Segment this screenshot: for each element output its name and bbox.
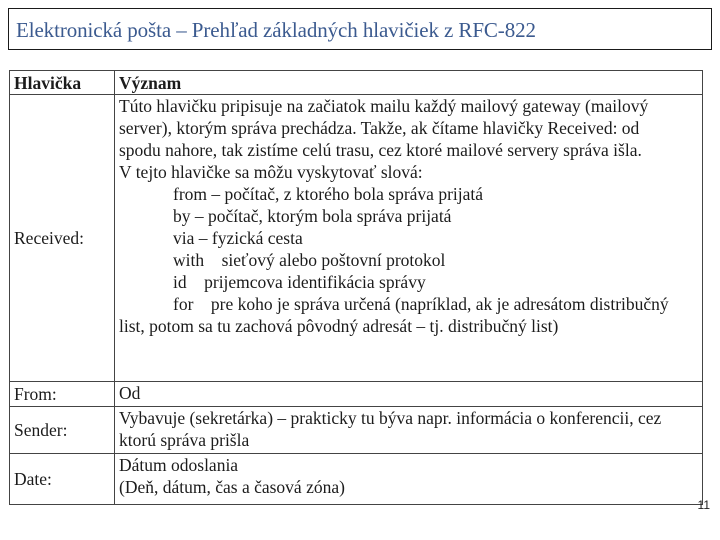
- meaning-line: via – fyzická cesta: [173, 228, 303, 248]
- column-header-vyznam: Význam: [115, 71, 703, 95]
- meaning-line: Túto hlavičku pripisuje na začiatok mailu každý mailový gateway (mailový: [119, 96, 649, 116]
- meaning-line: by – počítač, ktorým bola správa prijatá: [173, 206, 452, 226]
- meaning-line: (Deň, dátum, čas a časová zóna): [119, 477, 345, 497]
- meaning-line: server), ktorým správa prechádza. Takže, ak čítame hlavičky Received: od: [119, 118, 640, 138]
- header-name-sender: Sender:: [10, 407, 115, 454]
- slide-title: Elektronická pošta – Prehľad základných hlavičiek z RFC-822: [16, 18, 536, 42]
- meaning-line: id prijemcova identifikácia správy: [173, 272, 426, 292]
- meaning-line: Od: [119, 383, 141, 403]
- meaning-line: list, potom sa tu zachová pôvodný adresát – tj. distribučný list): [119, 316, 559, 336]
- table-row-sender: [10, 407, 703, 454]
- meaning-from: [115, 382, 703, 407]
- meaning-sender: [115, 407, 703, 454]
- meaning-line: for pre koho je správa určená (napríklad, ak je adresátom distribučný: [173, 294, 669, 314]
- meaning-line: ktorú správa prišla: [119, 430, 250, 450]
- page-number: 11: [697, 498, 710, 512]
- meaning-line: V tejto hlavičke sa môžu vyskytovať slová:: [119, 162, 423, 182]
- meaning-line: Dátum odoslania: [119, 455, 239, 475]
- meaning-received: [115, 95, 703, 382]
- meaning-line: from – počítač, z ktorého bola správa prijatá: [173, 184, 484, 204]
- meaning-line: spodu nahore, tak zistíme celú trasu, cez ktoré mailové servery správa išla.: [119, 140, 642, 160]
- meaning-date: [115, 454, 703, 505]
- table-header-row: [10, 71, 703, 95]
- header-name-date: Date:: [10, 454, 115, 505]
- header-name-received: Received:: [10, 95, 115, 382]
- table-row-from: [10, 382, 703, 407]
- header-name-from: From:: [10, 382, 115, 407]
- table-row-date: [10, 454, 703, 505]
- title-box: [8, 8, 712, 50]
- meaning-line: Vybavuje (sekretárka) – prakticky tu býva napr. informácia o konferencii, cez: [119, 408, 662, 428]
- meaning-line: with sieťový alebo poštovní protokol: [173, 250, 446, 270]
- column-header-hlavicka: Hlavička: [10, 71, 115, 95]
- table-row-received: [10, 95, 703, 382]
- headers-table: [9, 70, 703, 505]
